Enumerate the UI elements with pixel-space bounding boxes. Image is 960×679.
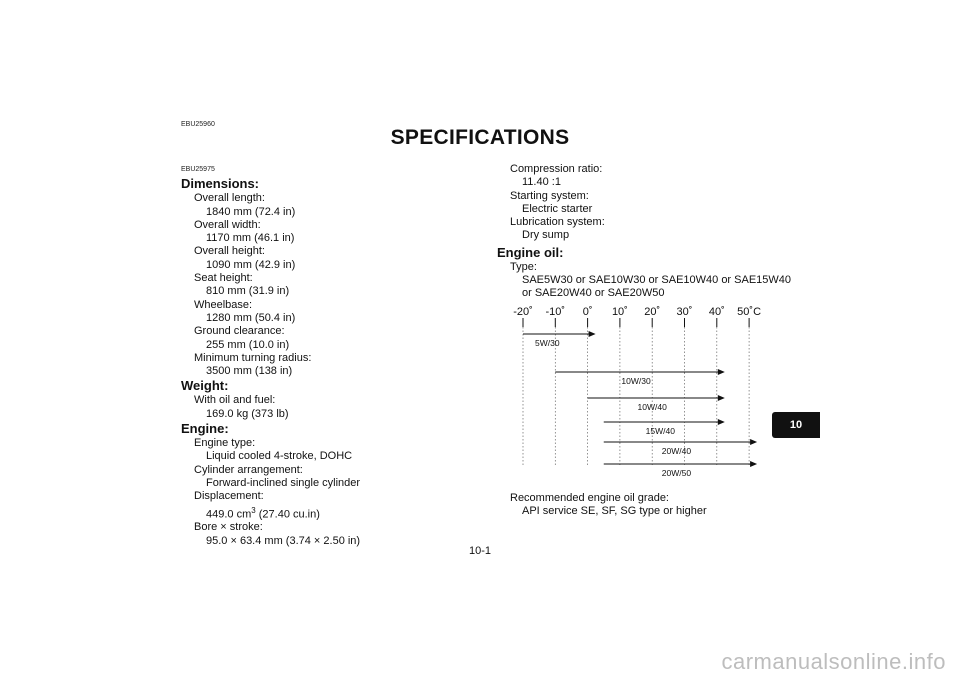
engine-label: Cylinder arrangement:: [194, 463, 303, 476]
temperature-tick-label: 30˚: [676, 306, 693, 318]
dimensions-code: EBU25975: [181, 166, 215, 173]
engine-heading: Engine:: [181, 421, 229, 437]
oil-range-label: 15W/40: [645, 426, 675, 436]
dimension-label: Minimum turning radius:: [194, 351, 312, 364]
right-column: [497, 163, 797, 301]
weight-label: With oil and fuel:: [194, 394, 276, 407]
page-number: 10-1: [468, 545, 492, 557]
engine-spec-value: Electric starter: [522, 202, 593, 215]
dimension-value: 255 mm (10.0 in): [206, 338, 290, 351]
temperature-tick-label: 10˚: [611, 306, 628, 318]
watermark: carmanualsonline.info: [721, 649, 946, 674]
oil-viscosity-chart: [505, 300, 765, 478]
engine-spec-label: Starting system:: [510, 189, 589, 202]
oil-range-arrow: [750, 439, 757, 445]
oil-grade-value: API service SE, SF, SG type or higher: [522, 505, 707, 518]
engine-spec-value: Dry sump: [522, 229, 570, 242]
oil-range-arrow: [718, 419, 725, 425]
oil-range-arrow: [718, 395, 725, 401]
temperature-tick-label: 0˚: [582, 306, 593, 318]
dimensions-list: [181, 192, 481, 378]
dimension-label: Wheelbase:: [194, 298, 253, 311]
engine-value: Liquid cooled 4-stroke, DOHC: [206, 450, 353, 463]
dimension-value: 3500 mm (138 in): [206, 365, 293, 378]
temperature-tick-label: -20˚: [513, 306, 533, 318]
oil-range-arrow: [718, 369, 725, 375]
dimension-value: 1170 mm (46.1 in): [206, 232, 295, 245]
displacement-label: Displacement:: [194, 490, 264, 503]
temperature-tick-label: 20˚: [644, 306, 661, 318]
temperature-tick-label: -10˚: [545, 306, 566, 318]
oil-range-label: 10W/40: [637, 402, 667, 412]
engine-label: Engine type:: [194, 437, 256, 450]
oil-type-value-line1: SAE5W30 or SAE10W30 or SAE10W40 or SAE15W40: [522, 274, 792, 287]
page-title: SPECIFICATIONS: [390, 126, 570, 149]
oil-grade-block: [497, 492, 797, 519]
engine-spec-value: 11.40 :1: [522, 176, 561, 189]
oil-range-label: 10W/30: [621, 376, 651, 386]
oil-range-label: 20W/40: [661, 446, 692, 456]
engine-list: [181, 437, 481, 490]
dimension-label: Ground clearance:: [194, 325, 285, 338]
oil-type-label: Type:: [510, 260, 537, 273]
engine-oil-heading: Engine oil:: [497, 244, 564, 260]
engine-spec-list: [497, 163, 797, 243]
dimension-label: Overall width:: [194, 218, 261, 231]
dimension-label: Seat height:: [194, 272, 253, 285]
dimensions-heading: Dimensions:: [181, 176, 260, 192]
left-column: [181, 163, 481, 548]
oil-range-label: 5W/30: [535, 338, 560, 348]
dimension-value: 1280 mm (50.4 in): [206, 311, 296, 324]
dimension-value: 810 mm (31.9 in): [206, 285, 290, 298]
engine-spec-label: Lubrication system:: [510, 216, 605, 229]
bore-stroke-label: Bore × stroke:: [194, 521, 263, 534]
dimension-value: 1090 mm (42.9 in): [206, 258, 296, 271]
oil-grade-label: Recommended engine oil grade:: [510, 492, 669, 504]
engine-value: Forward-inclined single cylinder: [206, 476, 361, 489]
oil-range-arrow: [750, 461, 757, 467]
displacement-value: 449.0 $cm^3$ (27.40 cu.in): [206, 505, 320, 521]
bore-stroke-value: 95.0 × 63.4 mm (3.74 × 2.50 in): [206, 534, 361, 547]
weight-value: 169.0 kg (373 lb): [206, 407, 289, 420]
temperature-tick-label: 40˚: [708, 306, 725, 318]
dimension-label: Overall length:: [194, 192, 265, 205]
oil-range-label: 20W/50: [661, 468, 692, 478]
oil-range-arrow: [589, 331, 596, 337]
engine-spec-label: Compression ratio:: [510, 163, 603, 175]
oil-type-value-line2: or SAE20W40 or SAE20W50: [522, 287, 665, 300]
weight-heading: Weight:: [181, 378, 229, 394]
dimension-value: 1840 mm (72.4 in): [206, 205, 296, 218]
weight-list: [181, 394, 481, 421]
temperature-tick-label: 50˚C: [737, 306, 762, 318]
chapter-tab: 10: [772, 412, 820, 438]
section-code: EBU25960: [181, 121, 215, 128]
dimension-label: Overall height:: [194, 245, 265, 258]
